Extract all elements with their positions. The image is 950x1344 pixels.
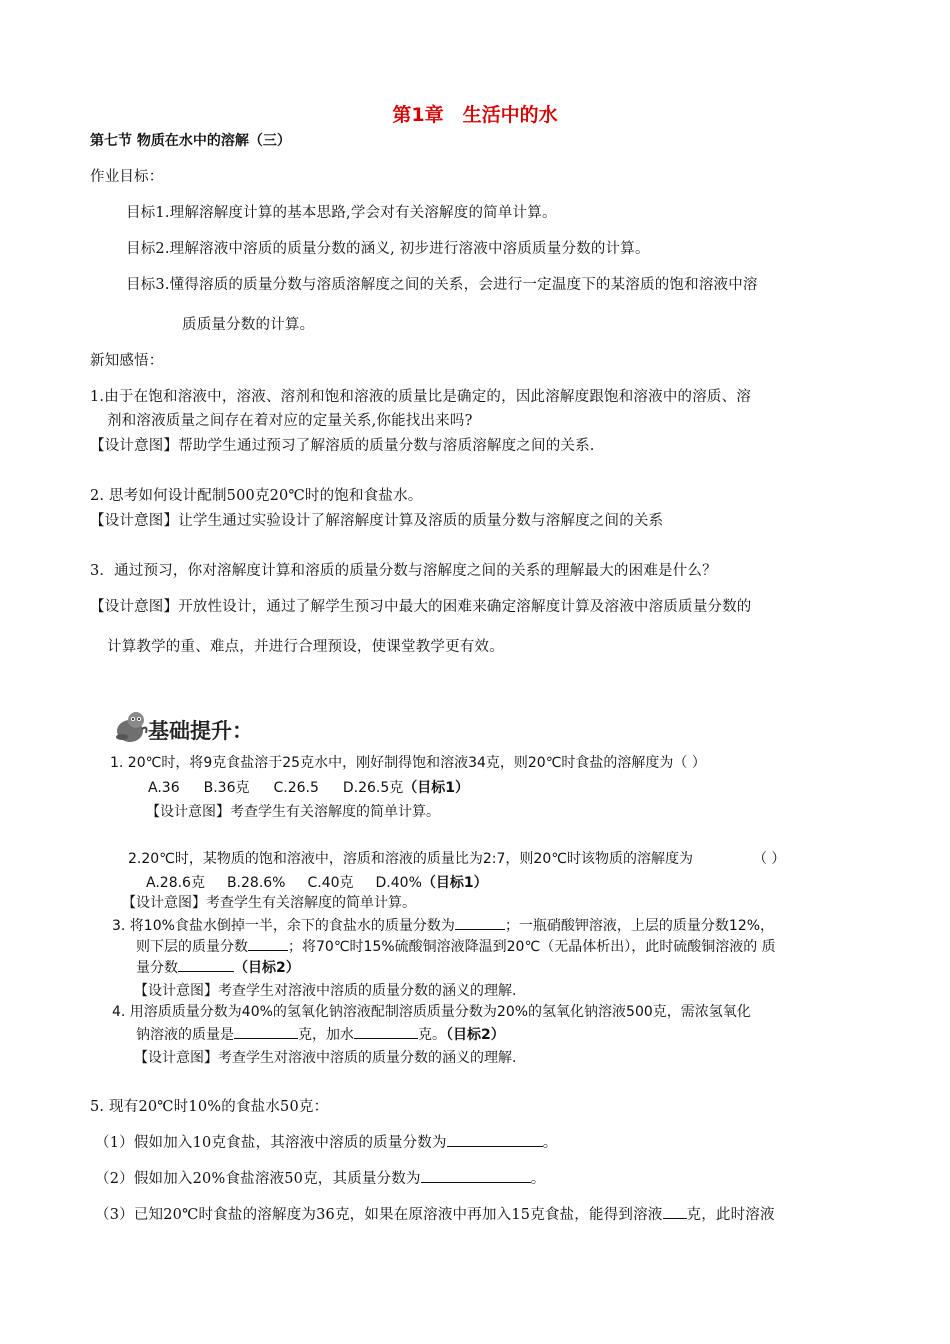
b1-option-c: C.26.5	[273, 780, 319, 796]
section-title: 第七节 物质在水中的溶解（三）	[90, 133, 291, 149]
page-title: 第1章 生活中的水	[392, 104, 558, 126]
b4-goal: （目标2）	[446, 1027, 505, 1043]
b3-blank-3[interactable]	[178, 957, 234, 972]
q1-intent: 【设计意图】帮助学生通过预习了解溶质的质量分数与溶质溶解度之间的关系.	[90, 438, 595, 454]
b4-blank-1[interactable]	[234, 1024, 298, 1039]
q2-text: 2. 思考如何设计配制500克20℃时的饱和食盐水。	[90, 488, 423, 504]
q5-stem: 5. 现有20℃时10%的食盐水50克：	[90, 1099, 329, 1115]
b3-line1: 3. 将10%食盐水倒掉一半，余下的食盐水的质量分数为 ；一瓶硝酸钾溶液，上层的质量分数12%，	[112, 915, 774, 935]
basic-heading: 基础提升：	[148, 719, 253, 743]
b4-blank-2[interactable]	[354, 1024, 418, 1039]
goal-1: 目标1.理解溶解度计算的基本思路,学会对有关溶解度的简单计算。	[126, 205, 557, 221]
b2-option-a: A.28.6克	[146, 875, 205, 891]
q5-part2: （2）假如加入20%食盐溶液50克，其质量分数为 。	[95, 1167, 545, 1188]
b2-option-d: D.40%	[375, 875, 422, 891]
b1-stem: 1. 20℃时，将9克食盐溶于25克水中，刚好制得饱和溶液34克，则20℃时食盐的溶解度为（ ）	[110, 755, 706, 771]
b1-intent: 【设计意图】考查学生有关溶解度的简单计算。	[146, 804, 440, 820]
goals-heading: 作业目标：	[90, 169, 164, 185]
mascot-icon	[112, 707, 152, 747]
b3-goal: （目标2）	[234, 960, 300, 976]
b3-intent: 【设计意图】考查学生对溶液中溶质的质量分数的涵义的理解.	[134, 983, 517, 999]
b1-option-a: A.36	[148, 780, 180, 796]
q3-intent-line1: 【设计意图】开放性设计，通过了解学生预习中最大的困难来确定溶解度计算及溶液中溶质质量分数的	[90, 599, 752, 615]
b1-goal: （目标1）	[403, 780, 470, 796]
b3-blank-1[interactable]	[455, 915, 505, 930]
b2-option-c: C.40克	[307, 875, 354, 891]
b4-line1: 4. 用溶质质量分数为40%的氢氧化钠溶液配制溶质质量分数为20%的氢氧化钠溶液500克，需浓氢氧化	[112, 1004, 751, 1020]
b1-option-b: B.36克	[203, 780, 250, 796]
b3-line2: 则下层的质量分数 ；将70℃时15%硫酸铜溶液降温到20℃（无晶体析出），此时硫酸铜溶液的 质	[136, 936, 776, 956]
q5-blank-3[interactable]	[663, 1204, 687, 1219]
q5-blank-2[interactable]	[421, 1168, 531, 1183]
b2-option-b: B.28.6%	[226, 875, 286, 891]
new-knowledge-heading: 新知感悟：	[90, 353, 164, 369]
q5-blank-1[interactable]	[447, 1132, 543, 1147]
q3-text: 3．通过预习，你对溶解度计算和溶质的质量分数与溶解度之间的关系的理解最大的困难是什么？	[90, 563, 717, 579]
b2-options	[146, 872, 488, 892]
q5-part3: （3）已知20℃时食盐的溶解度为36克，如果在原溶液中再加入15克食盐，能得到溶液 克，此时溶液	[95, 1203, 775, 1224]
b1-option-d: D.26.5克	[342, 780, 404, 796]
q1-line1: 1.由于在饱和溶液中，溶液、溶剂和饱和溶液的质量比是确定的，因此溶解度跟饱和溶液中的溶质、溶	[90, 389, 752, 405]
b2-goal: （目标1）	[421, 875, 488, 891]
goal-2: 目标2.理解溶液中溶质的质量分数的涵义, 初步进行溶液中溶质质量分数的计算。	[126, 241, 650, 257]
q1-line2: 剂和溶液质量之间存在着对应的定量关系,你能找出来吗?	[107, 413, 473, 429]
b3-blank-2[interactable]	[248, 936, 288, 951]
b4-intent: 【设计意图】考查学生对溶液中溶质的质量分数的涵义的理解.	[134, 1050, 517, 1066]
b1-options	[148, 777, 469, 797]
b2-intent: 【设计意图】考查学生有关溶解度的简单计算。	[122, 895, 416, 911]
q5-part1: （1）假如加入10克食盐，其溶液中溶质的质量分数为 。	[95, 1131, 557, 1152]
b3-line3: 量分数 （目标2）	[136, 957, 300, 977]
q3-intent-line2: 计算教学的重、难点，并进行合理预设，使课堂教学更有效。	[107, 639, 504, 655]
goal-3-cont: 质质量分数的计算。	[182, 317, 315, 333]
b2-stem: 2.20℃时，某物质的饱和溶液中，溶质和溶液的质量比为2:7，则20℃时该物质的溶解度为	[128, 851, 693, 867]
q2-intent: 【设计意图】让学生通过实验设计了解溶解度计算及溶质的质量分数与溶解度之间的关系	[90, 513, 664, 529]
b4-line2: 钠溶液的质量是 克，加水 克。（目标2）	[136, 1024, 505, 1044]
goal-3: 目标3.懂得溶质的质量分数与溶质溶解度之间的关系，会进行一定温度下的某溶质的饱和溶液中溶	[126, 277, 758, 293]
b2-paren: （ ）	[752, 851, 786, 867]
b2-stem-line	[128, 848, 785, 868]
